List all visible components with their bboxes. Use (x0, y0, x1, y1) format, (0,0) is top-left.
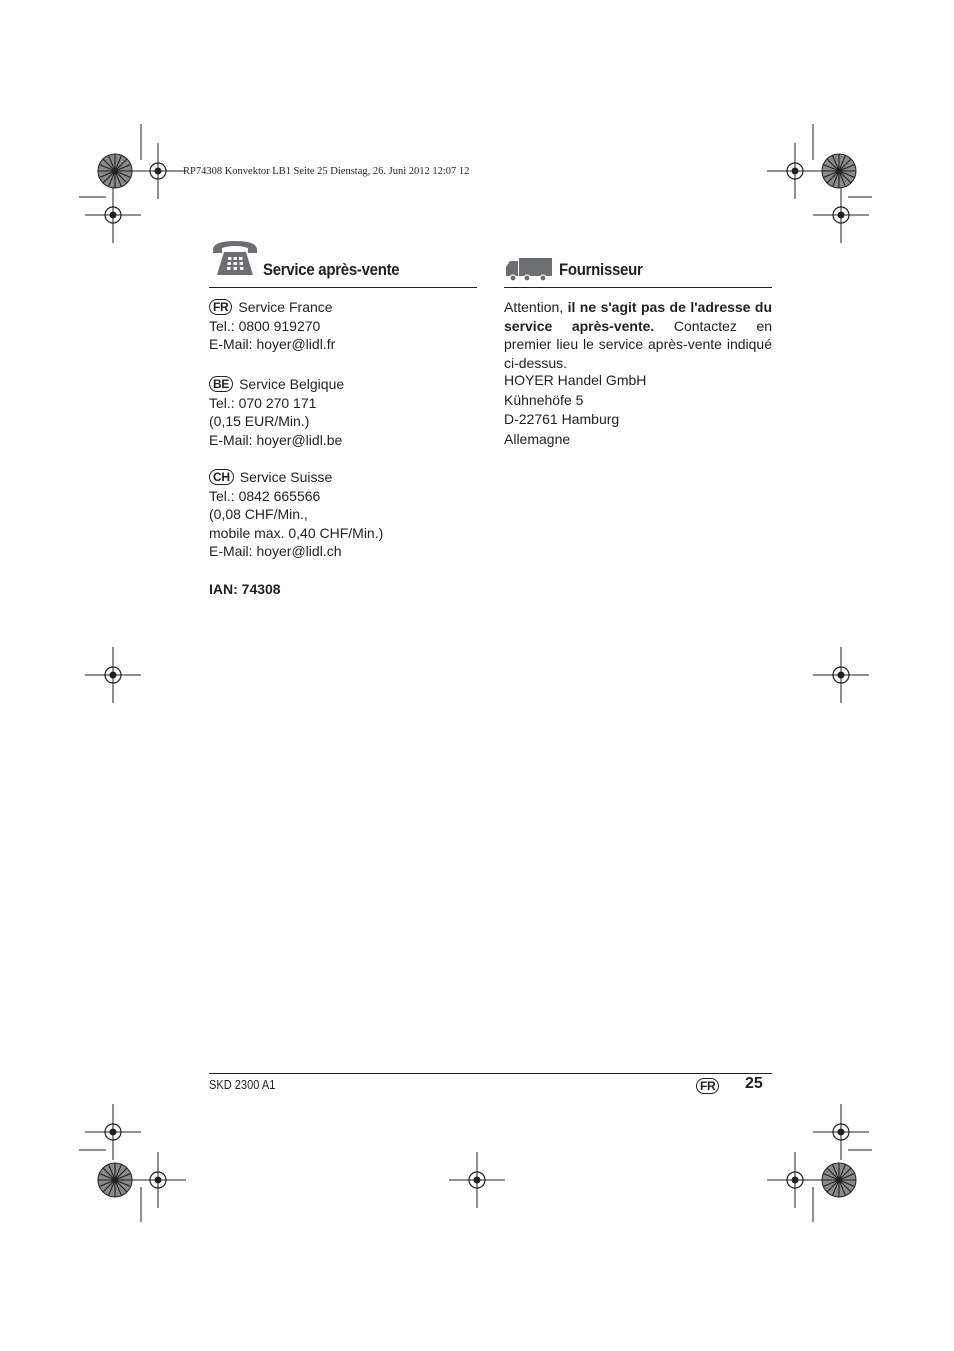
truck-icon (505, 256, 553, 287)
section-title-service: Service après-vente (263, 260, 400, 279)
footer-country-badge: FR (696, 1078, 719, 1094)
page-number: 25 (745, 1075, 763, 1092)
footer-rule (209, 1073, 772, 1074)
section-title-supplier: Fournisseur (559, 260, 643, 279)
country-badge-be: BE (209, 376, 233, 392)
print-job-header: RP74308 Konvektor LB1 Seite 25 Dienstag, 26. Juni 2012 12:07 12 (183, 166, 470, 177)
footer-model-number: SKD 2300 A1 (209, 1077, 276, 1092)
country-badge-ch: CH (209, 469, 234, 485)
telephone-icon (211, 239, 259, 282)
section-rule-supplier (504, 287, 772, 288)
supplier-notice: Attention, il ne s'agit pas de l'adresse du service après-vente. Contactez en premier lieu le service après-vente indiqué ci-dessus. (504, 299, 772, 371)
supplier-address: HOYER Handel GmbH Kühnehöfe 5 D-22761 Hamburg Allemagne (504, 372, 647, 447)
service-entry-france: FR Service France Tel.: 0800 919270 E-Mail: hoyer@lidl.fr (209, 299, 336, 352)
ian-number: IAN: 74308 (209, 581, 281, 597)
section-rule-service (209, 287, 477, 288)
footer-language (696, 1078, 719, 1096)
service-entry-belgique: BE Service Belgique Tel.: 070 270 171 (0,15 EUR/Min.) E-Mail: hoyer@lidl.be (209, 376, 345, 448)
service-entry-suisse: CH Service Suisse Tel.: 0842 665566 (0,08 CHF/Min., mobile max. 0,40 CHF/Min.) E-Mail: hoyer@lidl.ch (209, 469, 384, 559)
country-badge-fr: FR (209, 299, 232, 315)
